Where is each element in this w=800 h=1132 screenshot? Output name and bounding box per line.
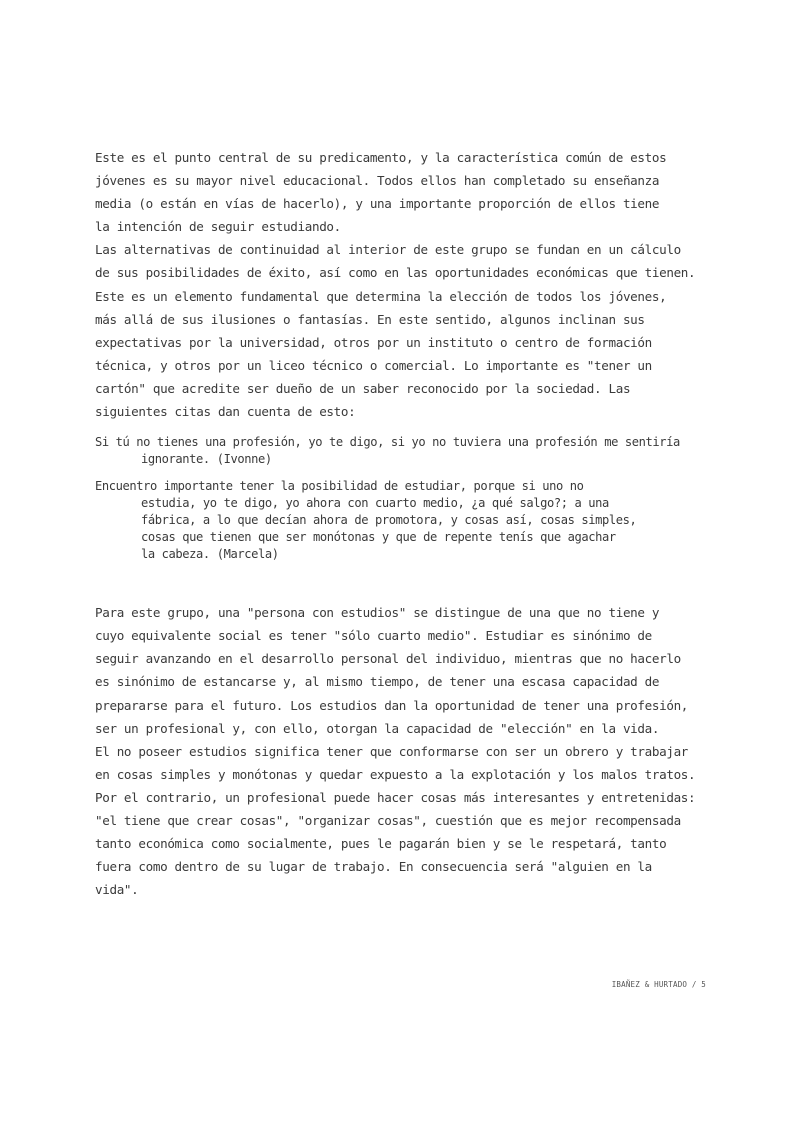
paragraph-line: prepararse para el futuro. Los estudios dan la oportunidad de tener una profesión, (95, 697, 689, 713)
block-quote-2 (95, 478, 709, 563)
quote-line: Si tú no tienes una profesión, yo te digo, si yo no tuviera una profesión me sentiría (95, 435, 680, 450)
paragraph-line: jóvenes es su mayor nivel educacional. Todos ellos han completado su enseñanza (95, 173, 660, 189)
paragraph-line: técnica, y otros por un liceo técnico o comercial. Lo importante es "tener un (95, 357, 652, 373)
paragraph-line: tanto económica como socialmente, pues le pagarán bien y se le respetará, tanto (95, 836, 667, 852)
quote-line: Encuentro importante tener la posibilidad de estudiar, porque si uno no (95, 479, 584, 494)
paragraph-3 (95, 601, 709, 901)
paragraph-line: El no poseer estudios significa tener que conformarse con ser un obrero y trabajar (95, 743, 689, 759)
paragraph-line: Por el contrario, un profesional puede hacer cosas más interesantes y entretenidas: (95, 789, 696, 805)
paragraph-1 (95, 146, 709, 238)
paragraph-2 (95, 238, 709, 423)
page-footer: IBAÑEZ & HURTADO / 5 (611, 980, 706, 989)
paragraph-line: seguir avanzando en el desarrollo personal del individuo, mientras que no hacerlo (95, 651, 681, 667)
document-body (95, 146, 709, 901)
paragraph-line: vida". (95, 882, 139, 898)
paragraph-line: Este es el punto central de su predicamento, y la característica común de estos (95, 150, 667, 165)
paragraph-line: "el tiene que crear cosas", "organizar cosas", cuestión que es mejor recompensada (95, 812, 681, 828)
paragraph-line: en cosas simples y monótonas y quedar expuesto a la explotación y los malos tratos. (95, 766, 696, 782)
paragraph-line: expectativas por la universidad, otros por un instituto o centro de formación (95, 334, 652, 350)
paragraph-line: cartón" que acredite ser dueño de un saber reconocido por la sociedad. Las (95, 380, 631, 396)
paragraph-line: Para este grupo, una "persona con estudios" se distingue de una que no tiene y (95, 605, 660, 621)
quote-line: ignorante. (Ivonne) (141, 452, 272, 467)
paragraph-line: de sus posibilidades de éxito, así como en las oportunidades económicas que tienen. (95, 265, 696, 281)
paragraph-line: la intención de seguir estudiando. (95, 219, 341, 235)
paragraph-line: es sinónimo de estancarse y, al mismo tiempo, de tener una escasa capacidad de (95, 674, 660, 690)
paragraph-line: media (o están en vías de hacerlo), y una importante proporción de ellos tiene (95, 196, 660, 212)
paragraph-line: siguientes citas dan cuenta de esto: (95, 404, 356, 420)
paragraph-line: Las alternativas de continuidad al interior de este grupo se fundan en un cálculo (95, 242, 681, 258)
paragraph-line: fuera como dentro de su lugar de trabajo. En consecuencia será "alguien en la (95, 859, 652, 875)
quote-line: fábrica, a lo que decían ahora de promotora, y cosas así, cosas simples, (141, 513, 637, 528)
quote-line: cosas que tienen que ser monótonas y que de repente tenís que agachar (141, 530, 616, 545)
block-quote-1 (95, 434, 709, 468)
paragraph-line: ser un profesional y, con ello, otorgan la capacidad de "elección" en la vida. (95, 720, 660, 736)
quote-line: estudia, yo te digo, yo ahora con cuarto medio, ¿a qué salgo?; a una (141, 496, 609, 511)
quote-line: la cabeza. (Marcela) (141, 547, 279, 562)
paragraph-line: más allá de sus ilusiones o fantasías. En este sentido, algunos inclinan sus (95, 311, 645, 327)
paragraph-line: Este es un elemento fundamental que determina la elección de todos los jóvenes, (95, 288, 667, 304)
paragraph-line: cuyo equivalente social es tener "sólo cuarto medio". Estudiar es sinónimo de (95, 628, 652, 644)
